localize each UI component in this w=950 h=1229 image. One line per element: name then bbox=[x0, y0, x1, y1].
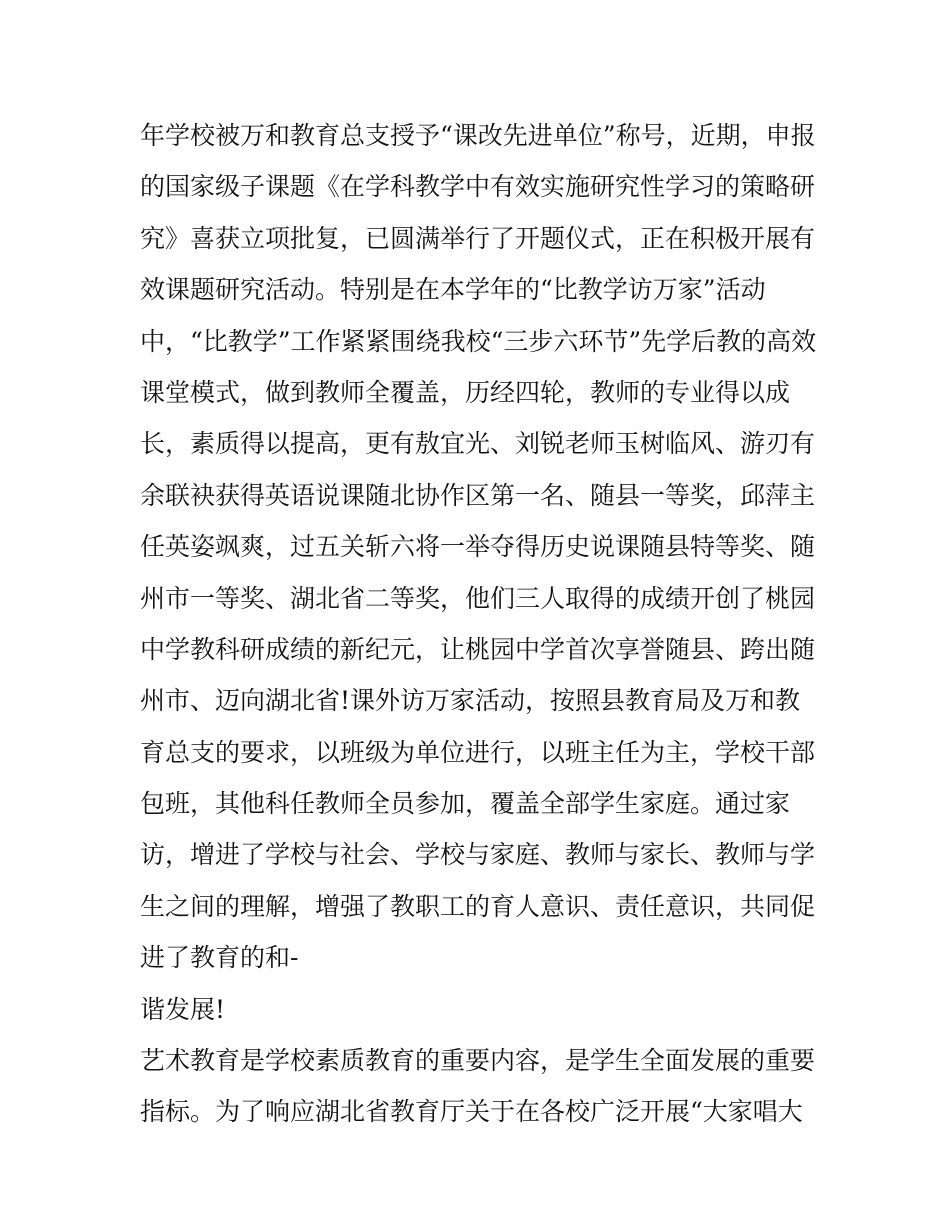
text-line: 任英姿飒爽，过五关斩六将一举夺得历史说课随县特等奖、随 bbox=[140, 532, 816, 562]
text-line: 究》喜获立项批复，已圆满举行了开题仪式，正在积极开展有 bbox=[140, 223, 816, 253]
text-line: 长，素质得以提高，更有敖宜光、刘锐老师玉树临风、游刃有 bbox=[140, 429, 816, 459]
text-line: 课堂模式，做到教师全覆盖，历经四轮，教师的专业得以成 bbox=[140, 377, 791, 407]
text-line: 包班，其他科任教师全员参加，覆盖全部学生家庭。通过家 bbox=[140, 789, 791, 819]
text-line: 州市、迈向湖北省!课外访万家活动，按照县教育局及万和教 bbox=[140, 686, 801, 716]
text-line: 余联袂获得英语说课随北协作区第一名、随县一等奖，邱萍主 bbox=[140, 480, 816, 510]
text-line: 指标。为了响应湖北省教育厅关于在各校广泛开展“大家唱大 bbox=[140, 1097, 803, 1127]
text-line: 效课题研究活动。特别是在本学年的“比教学访万家”活动 bbox=[140, 275, 766, 305]
text-line: 访，增进了学校与社会、学校与家庭、教师与家长、教师与学 bbox=[140, 840, 816, 870]
body-text bbox=[140, 110, 820, 1138]
text-line: 中学教科研成绩的新纪元，让桃园中学首次享誉随县、跨出随 bbox=[140, 634, 816, 664]
text-line: 的国家级子课题《在学科教学中有效实施研究性学习的策略研 bbox=[140, 172, 816, 202]
text-line: 谐发展! bbox=[140, 994, 226, 1024]
text-line: 进了教育的和- bbox=[140, 943, 299, 973]
text-line: 州市一等奖、湖北省二等奖，他们三人取得的成绩开创了桃园 bbox=[140, 583, 816, 613]
text-line: 中，“比教学”工作紧紧围绕我校“三步六环节”先学后教的高效 bbox=[140, 326, 817, 356]
text-line: 育总支的要求，以班级为单位进行，以班主任为主，学校干部 bbox=[140, 737, 816, 767]
text-line: 生之间的理解，增强了教职工的育人意识、责任意识，共同促 bbox=[140, 891, 816, 921]
text-line: 艺术教育是学校素质教育的重要内容，是学生全面发展的重要 bbox=[140, 1046, 816, 1076]
text-line: 年学校被万和教育总支授予“课改先进单位”称号，近期，申报 bbox=[140, 121, 816, 150]
